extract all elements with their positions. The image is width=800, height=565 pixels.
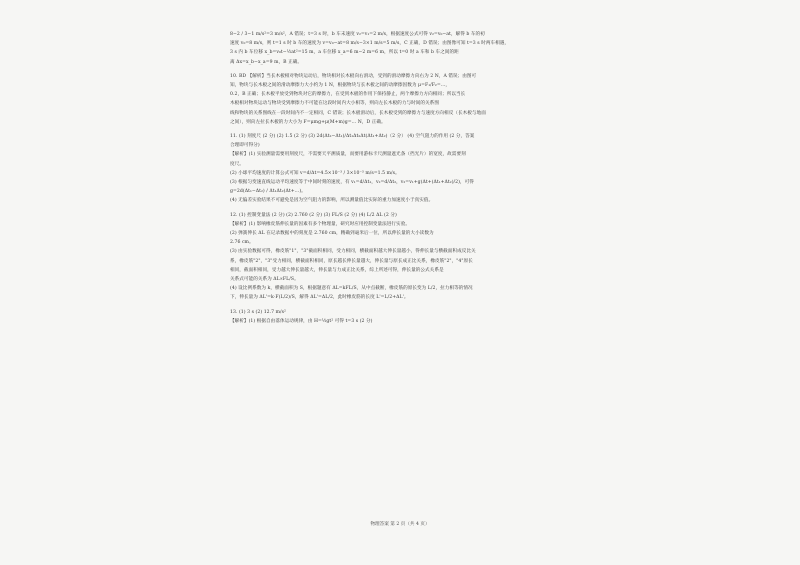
text-line: 11. (1) 刻度尺 (2 分) (2) 1.5 (2 分) (3) 2d(Δt₂−Δt₁)/Δt₁Δt₂Δt(Δt₁+Δt₂)（2 分） (4) 空气阻力的作用 (2 分，答案 [230, 134, 475, 140]
text-line: 【解析】(1) 影响橡皮筋伸长量的因素有多个物理量，研究时应用控制变量法进行实验。 [230, 221, 410, 227]
text-line: (2) 弹簧伸长 ΔL 在记录数据中的刻度是 2.760 cm，精确到毫米后一位，所以伸长量的大小读数为 [230, 231, 434, 237]
text-line: 度尺。 [230, 161, 244, 167]
text-line: 相同，截面积相同，受力越大伸长量越大，伸长量与力成正比关系，综上所述可得，伸长量的公式关系是 [230, 267, 444, 273]
text-line: 13. (1) 3 s (2) 12.7 m/s² [230, 309, 286, 315]
text-line: 8−2 / 3−1 m/s²=3 m/s²，A 错误；t=3 s 时，b 车末速度 v₂=v₁=2 m/s，根据速度公式可得 v₂=v₀−at，解得 b 车的初 [230, 32, 485, 37]
text-line: (3) 根据匀变速直线运动平均速度等于中间时刻的速度，有 v₁=d/Δt₁，v₂=d/Δt₂，v₂=v₁+g(Δt+(Δt₁+Δt₂)/2)，可得 [230, 180, 474, 186]
text-line: (4) 设比例系数为 k，横截面积为 S，根据题意有 ΔL=kFL/S，从中点截断，橡皮筋的原长变为 L/2，拉力相等的情况 [230, 286, 473, 292]
text-line: 系，橡皮筋"2"，"3"受力相同，横截面积相同，原长越长伸长量越大，伸长量与原长成正比关系，橡皮筋"2"，"4"原长 [230, 258, 473, 264]
text-line: 速度 v₀=8 m/s，则 t=1 s 时 b 车的速度为 v=v₀−at=8 m/s−3×1 m/s=5 m/s，C 正确，D 错误；由图像可知 t=3 s 时两车相遇， [230, 41, 510, 47]
text-line: 10. BD 【解析】当长木板相对物块运动后，物块相对长木板向右滑动，受到的滑动摩擦力向右为 2 N，A 错误；由图可 [230, 73, 477, 79]
text-line: 合理即可得分) [230, 143, 260, 149]
text-line: 【解析】(1) 根据自由落体运动规律，由 H=½gt² 可得 t=3 s (2 分) [230, 318, 373, 324]
text-line: 12. (1) 控制变量法 (2 分) (2) 2.760 (2 分) (3) FL/S (2 分) (4) L/2 ΔL (2 分) [230, 212, 397, 218]
text-line: 离 Δx=x_b−x_a=9 m，B 正确。 [230, 59, 303, 65]
text-line: g=2d(Δt₁−Δt₂) / Δt₁Δt₂(Δt+…)。 [230, 189, 306, 195]
text-line: (4) 无偏差实验结果不可避免是因为空气阻力的影响，所以测量值比实际的重力加速度小于真实值。 [230, 198, 434, 204]
answer-text-block [230, 30, 575, 326]
text-line: 下，伸长量为 ΔL'=k·F(L/2)/S，解得 ΔL'=ΔL/2，此时橡皮筋的长度 L'=L/2+ΔL'。 [230, 295, 409, 301]
text-line: 关系式可能的关系为 ΔL∝FL/S。 [230, 277, 299, 283]
text-line: 知，物块与长木板之间的滑动摩擦力大小约为 1 N，根据物块与长木板之间的动摩擦因数为 μ=F₁/F₂=…， [230, 83, 451, 89]
text-line: (2) 小球平均速度的计算公式可知 v=d/Δt=4.5×10⁻³ / 3×10⁻³ m/s=1.5 m/s。 [230, 170, 400, 176]
text-line: (3) 由实验数据可得，橡皮筋"1"，"3"截面积相同，受力相同，横截面积越大伸长量越小，得伸长量与横截面积成反比关 [230, 249, 476, 255]
text-line: 线和物块的关系图线在一段时间内不一定相同，C 错误；长木板滑动后，长木板受到的摩擦力与速度方向相反（长木板与地面 [230, 110, 486, 116]
text-line: 木板相对物块运动与物块受到摩擦力不可能在这段时间内大小相等，则向左长木板的力与时间的关系图 [230, 101, 439, 107]
page-footer: 物理答案 第 2 页（共 4 页） [370, 522, 430, 527]
text-line: 3 s 内 b 车位移 x_b=v₀t−½at²=15 m，a 车位移 x_a=6 m−2 m=6 m，所以 t=0 时 a 车和 b 车之间的距 [230, 50, 459, 56]
text-line: 之间），则向左拉长木板的力大小为 F=μmg+μ(M+m)g=… N，D 正确。 [230, 119, 386, 125]
text-line: 【解析】(1) 实验测量需要用刻度尺，不需要天平测质量，而要用游标卡尺测量遮光条（挡光片）的宽度，故需要刻 [230, 152, 466, 158]
text-line: 0.2，B 正确；长木板平放受到物块对它的摩擦力，在受到木板的作用下保持静止，两个摩擦力方向相同；所以当长 [230, 92, 466, 98]
text-line: 2.76 cm。 [230, 240, 254, 246]
